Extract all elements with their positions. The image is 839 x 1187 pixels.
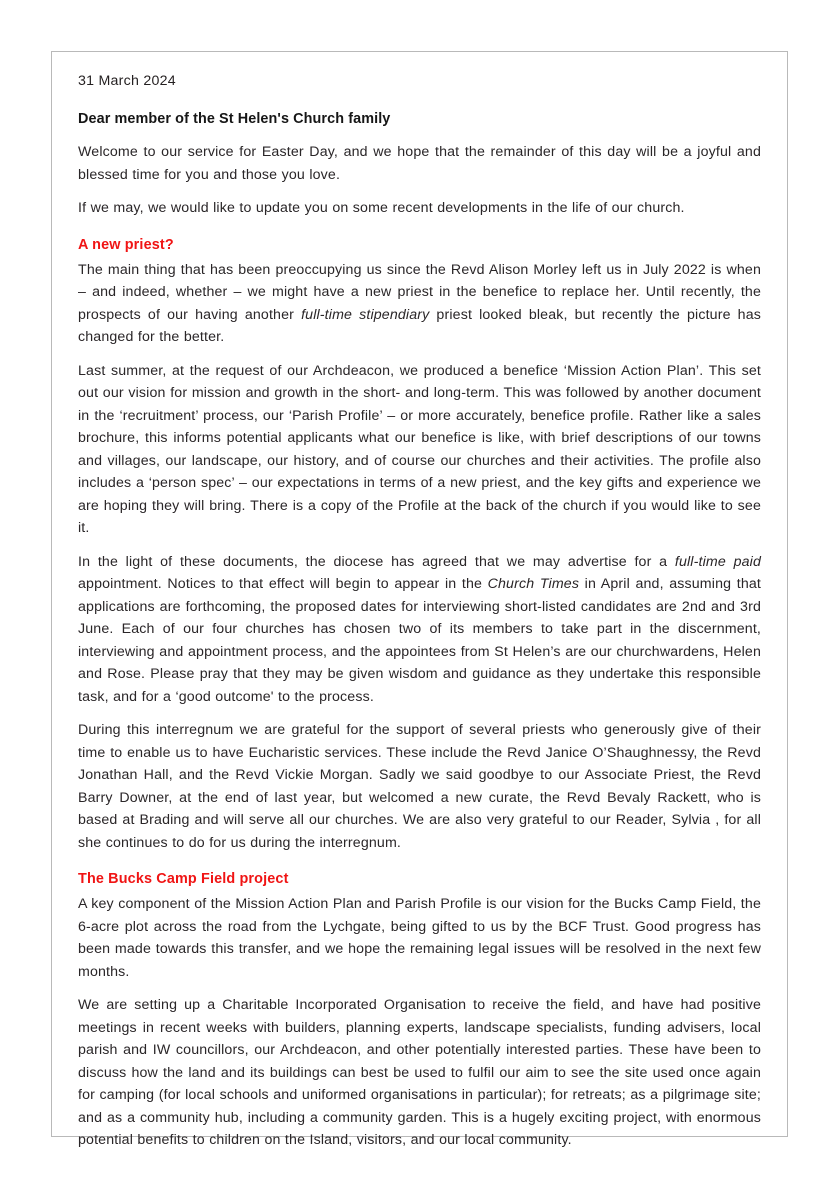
- section-paragraph: [78, 551, 761, 709]
- section-paragraph: [78, 259, 761, 349]
- document-section: [78, 235, 761, 855]
- paragraph-text: During this interregnum we are grateful for the support of several priests who generously give of their time to enable us to have Eucharistic services. These include the Revd Janice O’Shaughnessy, the Revd Jonathan Hall, and the Revd Vickie Morgan. Sadly we said goodbye to our Associate Priest, the Revd Barry Downer, at the end of last year, but welcomed a new curate, the Revd Bevaly Rackett, who is based at Brading and will serve all our churches. We are also very grateful to our Reader, Sylvia , for all she continues to do for us during the interregnum.: [78, 722, 761, 851]
- paragraph-text: We are setting up a Charitable Incorporated Organisation to receive the field, and have had positive meetings in recent weeks with builders, planning experts, landscape specialists, funding advisers, local parish and IW councillors, our Archdeacon, and other potentially interested parties. These have been to discuss how the land and its buildings can best be used to fulfil our aim to see the site used once again for camping (for local schools and uniformed organisations in particular); for retreats; as a pilgrimage site; and as a community hub, including a community garden. This is a hugely exciting project, with enormous potential benefits to children on the Island, visitors, and our local community.: [78, 997, 761, 1148]
- paragraph-text: appointment. Notices to that effect will begin to appear in the: [78, 576, 488, 592]
- document-sections: [78, 235, 761, 1152]
- paragraph-text: in April and, assuming that applications are forthcoming, the proposed dates for interviewing short-listed candidates are 2nd and 3rd June. Each of our four churches has chosen two of its members to take part in the discernment, interviewing and appointment process, and the appointees from St Helen’s are our churchwardens, Helen and Rose. Please pray that they may be given wisdom and guidance as they undertake this responsible task, and for a ‘good outcome' to the process.: [78, 576, 761, 705]
- paragraph-text: A key component of the Mission Action Plan and Parish Profile is our vision for the Bucks Camp Field, the 6-acre plot across the road from the Lychgate, being gifted to us by the BCF Trust. Good progress has been made towards this transfer, and we hope the remaining legal issues will be resolved in the next few months.: [78, 896, 761, 980]
- section-paragraph: [78, 994, 761, 1152]
- intro-paragraph: If we may, we would like to update you on some recent developments in the life of our church.: [78, 200, 685, 216]
- intro-paragraphs: [78, 141, 761, 220]
- document-section: [78, 869, 761, 1152]
- letter-greeting: Dear member of the St Helen's Church family: [78, 111, 391, 127]
- document-page: [51, 51, 788, 1148]
- emphasis-text: full-time paid: [674, 553, 761, 570]
- section-heading: The Bucks Camp Field project: [78, 871, 289, 887]
- letter-date: 31 March 2024: [78, 73, 176, 89]
- section-heading: A new priest?: [78, 236, 174, 253]
- paragraph-text: In the light of these documents, the diocese has agreed that we may advertise for a: [78, 553, 675, 570]
- section-paragraph: [78, 360, 761, 540]
- emphasis-text: full-time stipendiary: [301, 306, 430, 323]
- paragraph-text: priest looked bleak, but recently the picture has changed for the better.: [78, 306, 762, 345]
- document-content: [78, 62, 761, 1152]
- paragraph-text: The main thing that has been preoccupying us since the Revd Alison Morley left us in July 2022 is when – and indeed, whether – we might have a new priest in the benefice to replace her. Until recently, the prospects of our having another: [78, 261, 761, 323]
- emphasis-text: Church Times: [487, 576, 580, 592]
- paragraph-text: Last summer, at the request of our Archdeacon, we produced a benefice ‘Mission Action Plan’. This set out our vision for mission and growth in the short- and long-term. This was followed by another document in the ‘recruitment’ process, our ‘Parish Profile’ – or more accurately, benefice profile. Rather like a sales brochure, this informs potential applicants what our benefice is like, with brief descriptions of our towns and villages, our landscape, our history, and of course our churches and their activities. The profile also includes a ‘person spec’ – our expectations in terms of a new priest, and the key gifts and experience we are hoping they will bring. There is a copy of the Profile at the back of the church if you would like to see it.: [78, 362, 761, 536]
- section-paragraph: [78, 893, 761, 983]
- intro-paragraph: Welcome to our service for Easter Day, and we hope that the remainder of this day will be a joyful and blessed time for you and those you love.: [78, 144, 761, 183]
- section-paragraph: [78, 719, 761, 854]
